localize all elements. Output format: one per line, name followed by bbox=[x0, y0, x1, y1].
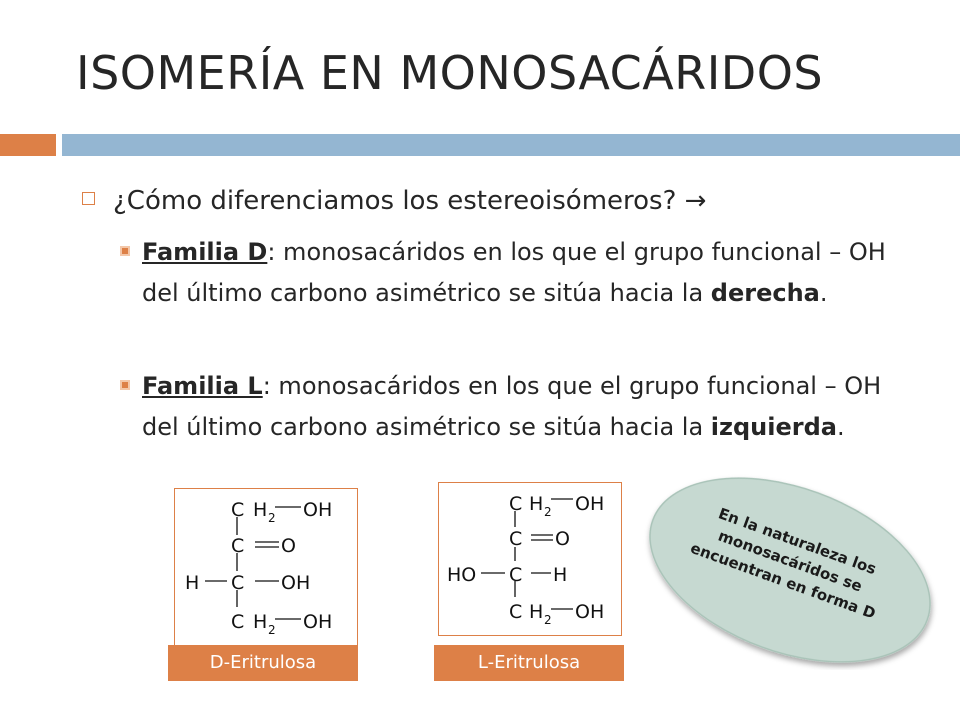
title-accent-bar bbox=[0, 134, 56, 156]
title-underline-bar bbox=[62, 134, 960, 156]
family-d-emph: derecha bbox=[710, 279, 820, 307]
subscript-label: 2 bbox=[268, 623, 276, 637]
hydrogen-label: H bbox=[253, 611, 268, 633]
family-l-desc: : monosacáridos en los que el grupo funcional – OH del último carbono asimétrico se sitúa hacia la bbox=[142, 372, 882, 441]
oxygen-label: O bbox=[281, 535, 296, 557]
carbon-label: C bbox=[231, 499, 245, 521]
slide-title: ISOMERÍA EN MONOSACÁRIDOS bbox=[76, 46, 824, 100]
hydrogen-label: H bbox=[185, 572, 200, 594]
family-l-emph: izquierda bbox=[710, 413, 837, 441]
carbon-label: C bbox=[231, 611, 245, 633]
subscript-label: 2 bbox=[268, 511, 276, 525]
family-d-end: . bbox=[819, 279, 828, 307]
family-l-term: Familia L bbox=[142, 372, 263, 400]
carbon-label: C bbox=[509, 528, 523, 550]
hydrogen-label: H bbox=[529, 601, 544, 623]
carbon-label: C bbox=[509, 601, 523, 623]
l-erythrulose-structure bbox=[438, 482, 622, 636]
carbon-label: C bbox=[509, 493, 523, 515]
filled-square-bullet-icon bbox=[120, 246, 130, 256]
hydroxyl-label: OH bbox=[281, 572, 311, 594]
d-erythrulose-structure bbox=[174, 488, 358, 652]
family-l-item bbox=[120, 366, 920, 448]
callout-text: En la naturaleza los monosacáridos se encuentran en forma D bbox=[688, 504, 879, 623]
subscript-label: 2 bbox=[544, 613, 552, 627]
family-d-item bbox=[120, 232, 920, 314]
square-bullet-icon bbox=[82, 192, 95, 205]
hydroxyl-label: OH bbox=[303, 499, 333, 521]
family-d-term: Familia D bbox=[142, 238, 268, 266]
family-l-end: . bbox=[836, 413, 845, 441]
main-bullet-text: ¿Cómo diferenciamos los estereoisómeros? bbox=[113, 186, 677, 216]
filled-square-bullet-icon bbox=[120, 380, 130, 390]
subscript-label: 2 bbox=[544, 505, 552, 519]
hydrogen-label: H bbox=[253, 499, 268, 521]
d-erythrulose-formula bbox=[175, 489, 357, 651]
nature-callout bbox=[640, 470, 940, 670]
family-d-desc: : monosacáridos en los que el grupo funcional – OH del último carbono asimétrico se sitúa hacia la bbox=[142, 238, 886, 307]
l-erythrulose-formula bbox=[439, 483, 621, 635]
hydroxyl-label: OH bbox=[303, 611, 333, 633]
family-l-text bbox=[142, 366, 920, 448]
family-d-text bbox=[142, 232, 920, 314]
carbon-label: C bbox=[231, 535, 245, 557]
hydroxyl-label: OH bbox=[575, 601, 605, 623]
carbon-label: C bbox=[231, 572, 245, 594]
hydrogen-label: H bbox=[529, 493, 544, 515]
d-erythrulose-caption: D-Eritrulosa bbox=[168, 645, 358, 681]
hydroxyl-label: HO bbox=[447, 564, 477, 586]
carbon-label: C bbox=[509, 564, 523, 586]
hydroxyl-label: OH bbox=[575, 493, 605, 515]
hydrogen-label: H bbox=[553, 564, 568, 586]
oxygen-label: O bbox=[555, 528, 570, 550]
arrow-right-icon: → bbox=[684, 186, 707, 216]
main-bullet bbox=[82, 186, 706, 216]
l-erythrulose-caption: L-Eritrulosa bbox=[434, 645, 624, 681]
